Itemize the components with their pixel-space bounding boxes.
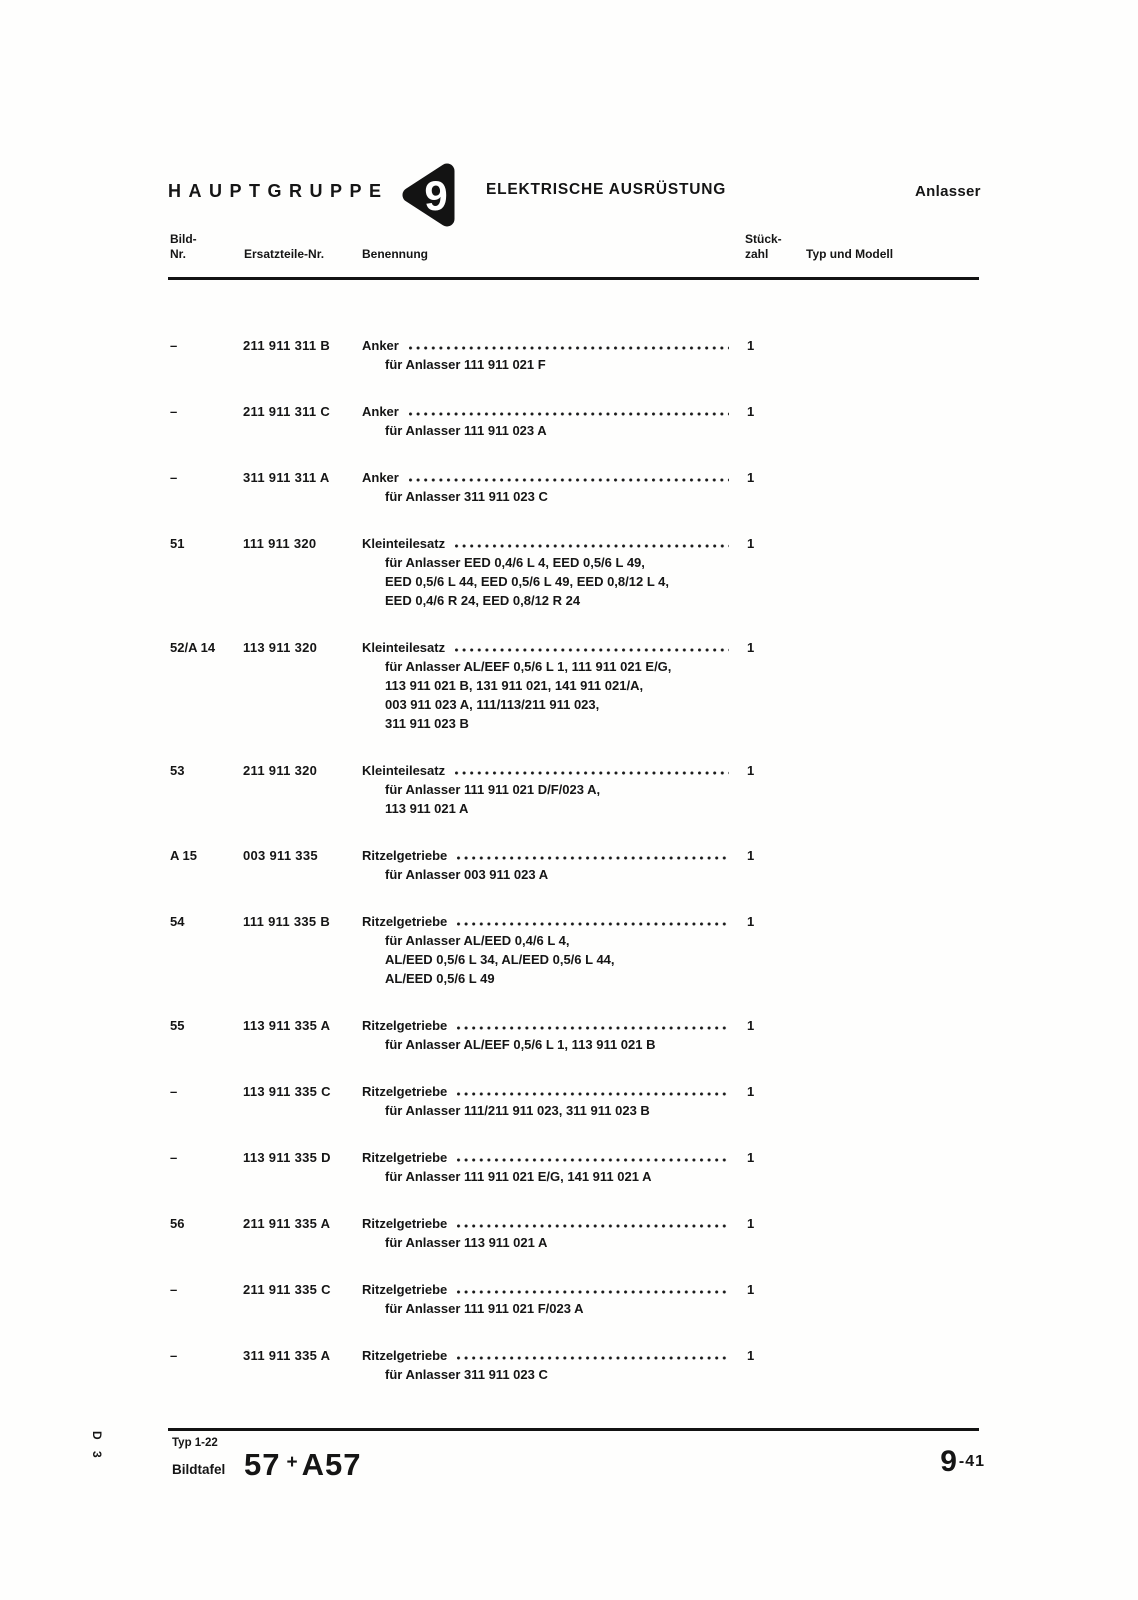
dotted-leader (455, 543, 729, 549)
part-number: 111 911 335 B (243, 914, 331, 929)
bild-nr: 51 (170, 536, 185, 551)
part-description-cell (362, 336, 745, 374)
detail-line: EED 0,4/6 R 24, EED 0,8/12 R 24 (385, 593, 581, 608)
part-name: Ritzelgetriebe (362, 1282, 448, 1297)
column-header-stueck-line2: zahl (745, 247, 769, 261)
part-number: 113 911 335 C (243, 1084, 331, 1099)
detail-line: für Anlasser 113 911 021 A (385, 1235, 548, 1250)
quantity: 1 (747, 914, 755, 929)
column-header-bild-nr (170, 232, 197, 262)
dotted-leader (457, 1091, 729, 1097)
dotted-leader (457, 1355, 729, 1361)
column-header-typ-und-modell: Typ und Modell (806, 247, 894, 261)
group-9-badge-icon (400, 162, 458, 228)
detail-line: für Anlasser AL/EED 0,4/6 L 4, (385, 933, 570, 948)
detail-line: für Anlasser AL/EEF 0,5/6 L 1, 113 911 021 B (385, 1037, 656, 1052)
part-details (362, 421, 729, 440)
bild-nr: 56 (170, 1216, 185, 1231)
table-row (170, 468, 982, 506)
part-number: 311 911 335 A (243, 1348, 331, 1363)
detail-line: EED 0,5/6 L 44, EED 0,5/6 L 49, EED 0,8/12 L 4, (385, 574, 669, 589)
detail-line: für Anlasser 111 911 021 F/023 A (385, 1301, 584, 1316)
quantity: 1 (747, 763, 755, 778)
part-description-cell (362, 1082, 745, 1120)
part-description-cell (362, 1148, 745, 1186)
detail-line: für Anlasser 311 911 023 C (385, 1367, 548, 1382)
part-details (362, 865, 729, 884)
column-header-stueck-line1: Stück- (745, 232, 782, 246)
print-edge-mark: D 3 (90, 1431, 104, 1462)
part-description-cell (362, 534, 745, 610)
part-description-cell (362, 638, 745, 733)
detail-line: für Anlasser 111 911 021 F (385, 357, 546, 372)
part-name: Anker (362, 470, 399, 485)
part-details (362, 780, 729, 818)
detail-line: 311 911 023 B (385, 716, 469, 731)
bild-nr: – (170, 1348, 178, 1363)
bild-nr: – (170, 338, 178, 353)
detail-line: 113 911 021 B, 131 911 021, 141 911 021/A, (385, 678, 644, 693)
part-number: 113 911 320 (243, 640, 318, 655)
part-details (362, 657, 729, 733)
bild-nr: 54 (170, 914, 185, 929)
table-row (170, 1346, 982, 1384)
part-name: Ritzelgetriebe (362, 848, 448, 863)
plate-plus-sign: + (286, 1452, 298, 1473)
table-row (170, 1016, 982, 1054)
quantity: 1 (747, 640, 755, 655)
table-row (170, 846, 982, 884)
table-row (170, 1280, 982, 1318)
part-number: 111 911 320 (243, 536, 317, 551)
part-number: 113 911 335 A (243, 1018, 331, 1033)
dotted-leader (409, 477, 729, 483)
part-details (362, 553, 729, 610)
bild-nr: – (170, 470, 178, 485)
table-row (170, 534, 982, 610)
plate-number-right: A57 (301, 1447, 362, 1482)
bild-nr: 52/A 14 (170, 640, 216, 655)
table-row (170, 336, 982, 374)
part-description-cell (362, 1016, 745, 1054)
footer-bildtafel-label: Bildtafel (172, 1462, 226, 1477)
part-description-cell (362, 912, 745, 988)
column-header-ersatzteile-nr: Ersatzteile-Nr. (244, 247, 325, 261)
table-row (170, 912, 982, 988)
part-number: 211 911 320 (243, 763, 318, 778)
quantity: 1 (747, 1216, 755, 1231)
table-row (170, 638, 982, 733)
column-header-bild-line1: Bild- (170, 232, 197, 246)
part-details (362, 1167, 729, 1186)
part-number: 003 911 335 (243, 848, 318, 863)
detail-line: für Anlasser AL/EEF 0,5/6 L 1, 111 911 021 E/G, (385, 659, 672, 674)
column-header-stueckzahl (745, 232, 782, 262)
page-number-suffix: -41 (958, 1453, 985, 1470)
detail-line: für Anlasser 111 911 021 D/F/023 A, (385, 782, 601, 797)
dotted-leader (457, 921, 729, 927)
plate-number-left: 57 (244, 1447, 281, 1482)
quantity: 1 (747, 1348, 755, 1363)
quantity: 1 (747, 1084, 755, 1099)
part-name: Ritzelgetriebe (362, 1084, 448, 1099)
dotted-leader (457, 855, 729, 861)
part-name: Ritzelgetriebe (362, 1348, 448, 1363)
bild-nr: – (170, 1282, 178, 1297)
detail-line: für Anlasser EED 0,4/6 L 4, EED 0,5/6 L 49, (385, 555, 645, 570)
bild-nr: A 15 (170, 848, 197, 863)
quantity: 1 (747, 1018, 755, 1033)
part-details (362, 1233, 729, 1252)
footer-typ-range: Typ 1-22 (172, 1437, 218, 1449)
group-number: 9 (424, 172, 448, 219)
quantity: 1 (747, 848, 755, 863)
detail-line: AL/EED 0,5/6 L 49 (385, 971, 495, 986)
footer-plate-number (244, 1447, 361, 1483)
detail-line: 003 911 023 A, 111/113/211 911 023, (385, 697, 600, 712)
detail-line: für Anlasser 111 911 021 E/G, 141 911 021 A (385, 1169, 652, 1184)
table-row (170, 761, 982, 818)
dotted-leader (409, 411, 729, 417)
dotted-leader (457, 1025, 729, 1031)
part-description-cell (362, 1346, 745, 1384)
part-details (362, 1299, 729, 1318)
part-name: Ritzelgetriebe (362, 1216, 448, 1231)
part-description-cell (362, 1214, 745, 1252)
table-row (170, 402, 982, 440)
quantity: 1 (747, 1150, 755, 1165)
column-header-bild-line2: Nr. (170, 247, 187, 261)
part-name: Ritzelgetriebe (362, 1150, 448, 1165)
bild-nr: – (170, 404, 178, 419)
page-number-group: 9 (940, 1445, 957, 1478)
part-description-cell (362, 1280, 745, 1318)
part-number: 211 911 335 A (243, 1216, 331, 1231)
table-row (170, 1148, 982, 1186)
part-number: 311 911 311 A (243, 470, 330, 485)
detail-line: 113 911 021 A (385, 801, 469, 816)
dotted-leader (455, 770, 729, 776)
section-title: ELEKTRISCHE AUSRÜSTUNG (486, 181, 727, 198)
dotted-leader (457, 1157, 729, 1163)
part-name: Ritzelgetriebe (362, 914, 448, 929)
detail-line: für Anlasser 311 911 023 C (385, 489, 548, 504)
part-description-cell (362, 468, 745, 506)
bild-nr: – (170, 1150, 178, 1165)
part-description-cell (362, 846, 745, 884)
part-name: Kleinteilesatz (362, 536, 446, 551)
part-number: 211 911 311 C (243, 404, 331, 419)
table-row (170, 1214, 982, 1252)
page-number (940, 1445, 985, 1479)
part-details (362, 355, 729, 374)
part-number: 211 911 335 C (243, 1282, 331, 1297)
part-name: Kleinteilesatz (362, 763, 446, 778)
dotted-leader (457, 1289, 729, 1295)
dotted-leader (409, 345, 729, 351)
detail-line: für Anlasser 111/211 911 023, 311 911 023 B (385, 1103, 650, 1118)
part-description-cell (362, 402, 745, 440)
parts-table-body (170, 336, 982, 1412)
table-row (170, 1082, 982, 1120)
quantity: 1 (747, 404, 755, 419)
detail-line: für Anlasser 111 911 023 A (385, 423, 547, 438)
quantity: 1 (747, 470, 755, 485)
column-header-benennung: Benennung (362, 247, 428, 261)
part-name: Anker (362, 404, 399, 419)
dotted-leader (455, 647, 729, 653)
part-number: 113 911 335 D (243, 1150, 331, 1165)
detail-line: für Anlasser 003 911 023 A (385, 867, 549, 882)
part-name: Ritzelgetriebe (362, 1018, 448, 1033)
subsection-title: Anlasser (915, 183, 981, 200)
dotted-leader (457, 1223, 729, 1229)
part-name: Kleinteilesatz (362, 640, 446, 655)
part-details (362, 1365, 729, 1384)
bild-nr: 53 (170, 763, 185, 778)
bild-nr: – (170, 1084, 178, 1099)
quantity: 1 (747, 338, 755, 353)
quantity: 1 (747, 1282, 755, 1297)
table-header-rule (168, 277, 979, 280)
part-name: Anker (362, 338, 399, 353)
part-details (362, 1101, 729, 1120)
footer-rule (168, 1428, 979, 1431)
quantity: 1 (747, 536, 755, 551)
bild-nr: 55 (170, 1018, 185, 1033)
detail-line: AL/EED 0,5/6 L 34, AL/EED 0,5/6 L 44, (385, 952, 615, 967)
page-title: HAUPTGRUPPE (168, 181, 389, 201)
part-details (362, 1035, 729, 1054)
part-number: 211 911 311 B (243, 338, 331, 353)
part-description-cell (362, 761, 745, 818)
part-details (362, 931, 729, 988)
part-details (362, 487, 729, 506)
